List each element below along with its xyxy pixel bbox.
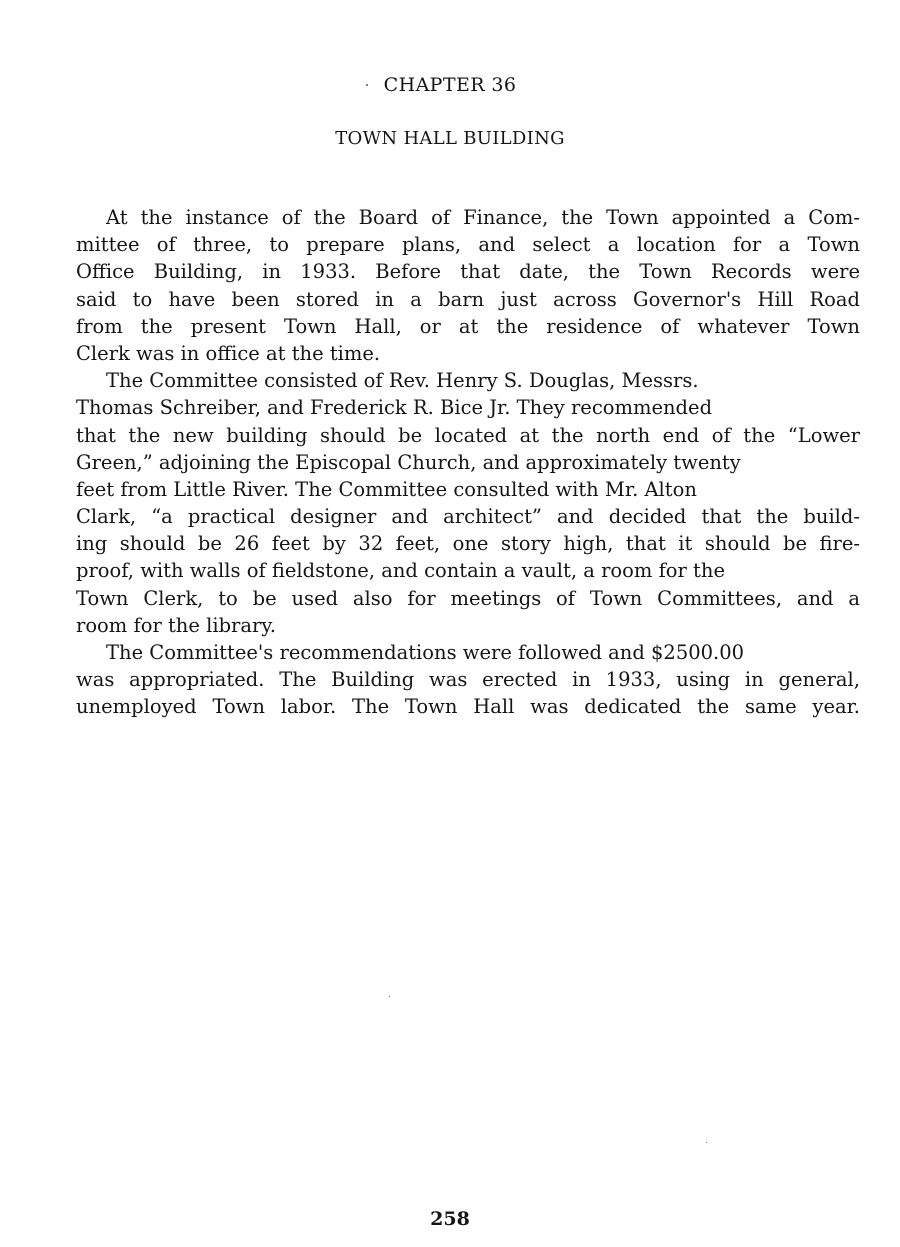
- text-line: The Committee consisted of Rev. Henry S. Douglas, Messrs.: [106, 369, 699, 393]
- scan-speck: [389, 996, 390, 997]
- text-line: Thomas Schreiber, and Frederick R. Bice Jr. They recommended: [76, 396, 713, 420]
- text-line: proof, with walls of fieldstone, and contain a vault, a room for the: [76, 559, 725, 583]
- paragraph: [76, 639, 860, 721]
- text-line: Clark, “a practical designer and architect” and decided that the build-: [76, 505, 860, 529]
- scan-speck: [366, 84, 368, 86]
- paragraph: [76, 204, 860, 367]
- chapter-title: TOWN HALL BUILDING: [335, 128, 565, 149]
- text-line: Office Building, in 1933. Before that date, the Town Records were: [76, 260, 860, 284]
- text-line: was appropriated. The Building was erected in 1933, using in general,: [76, 668, 860, 692]
- text-line: mittee of three, to prepare plans, and select a location for a Town: [76, 233, 860, 257]
- scan-speck: [706, 1142, 707, 1143]
- text-line: Clerk was in office at the time.: [76, 341, 381, 365]
- text-line: room for the library.: [76, 613, 276, 637]
- page-number: 258: [430, 1208, 470, 1230]
- text-line: The Committee's recommendations were followed and $2500.00: [106, 641, 745, 664]
- text-line: that the new building should be located at the north end of the “Lower: [76, 423, 860, 447]
- body-text: [76, 204, 860, 721]
- text-line: feet from Little River. The Committee consulted with Mr. Alton: [76, 477, 697, 501]
- text-line: said to have been stored in a barn just across Governor's Hill Road: [76, 287, 860, 311]
- chapter-label: CHAPTER 36: [383, 74, 517, 96]
- text-line: ing should be 26 feet by 32 feet, one story high, that it should be fire-: [76, 532, 860, 556]
- paragraph: [76, 367, 860, 639]
- text-line: unemployed Town labor. The Town Hall was dedicated the same year.: [76, 695, 860, 719]
- text-line: from the present Town Hall, or at the residence of whatever Town: [76, 314, 860, 338]
- text-line: Green,” adjoining the Episcopal Church, and approximately twenty: [76, 450, 741, 474]
- text-line: At the instance of the Board of Finance, the Town appointed a Com-: [106, 206, 860, 229]
- text-line: Town Clerk, to be used also for meetings of Town Committees, and a: [76, 586, 860, 610]
